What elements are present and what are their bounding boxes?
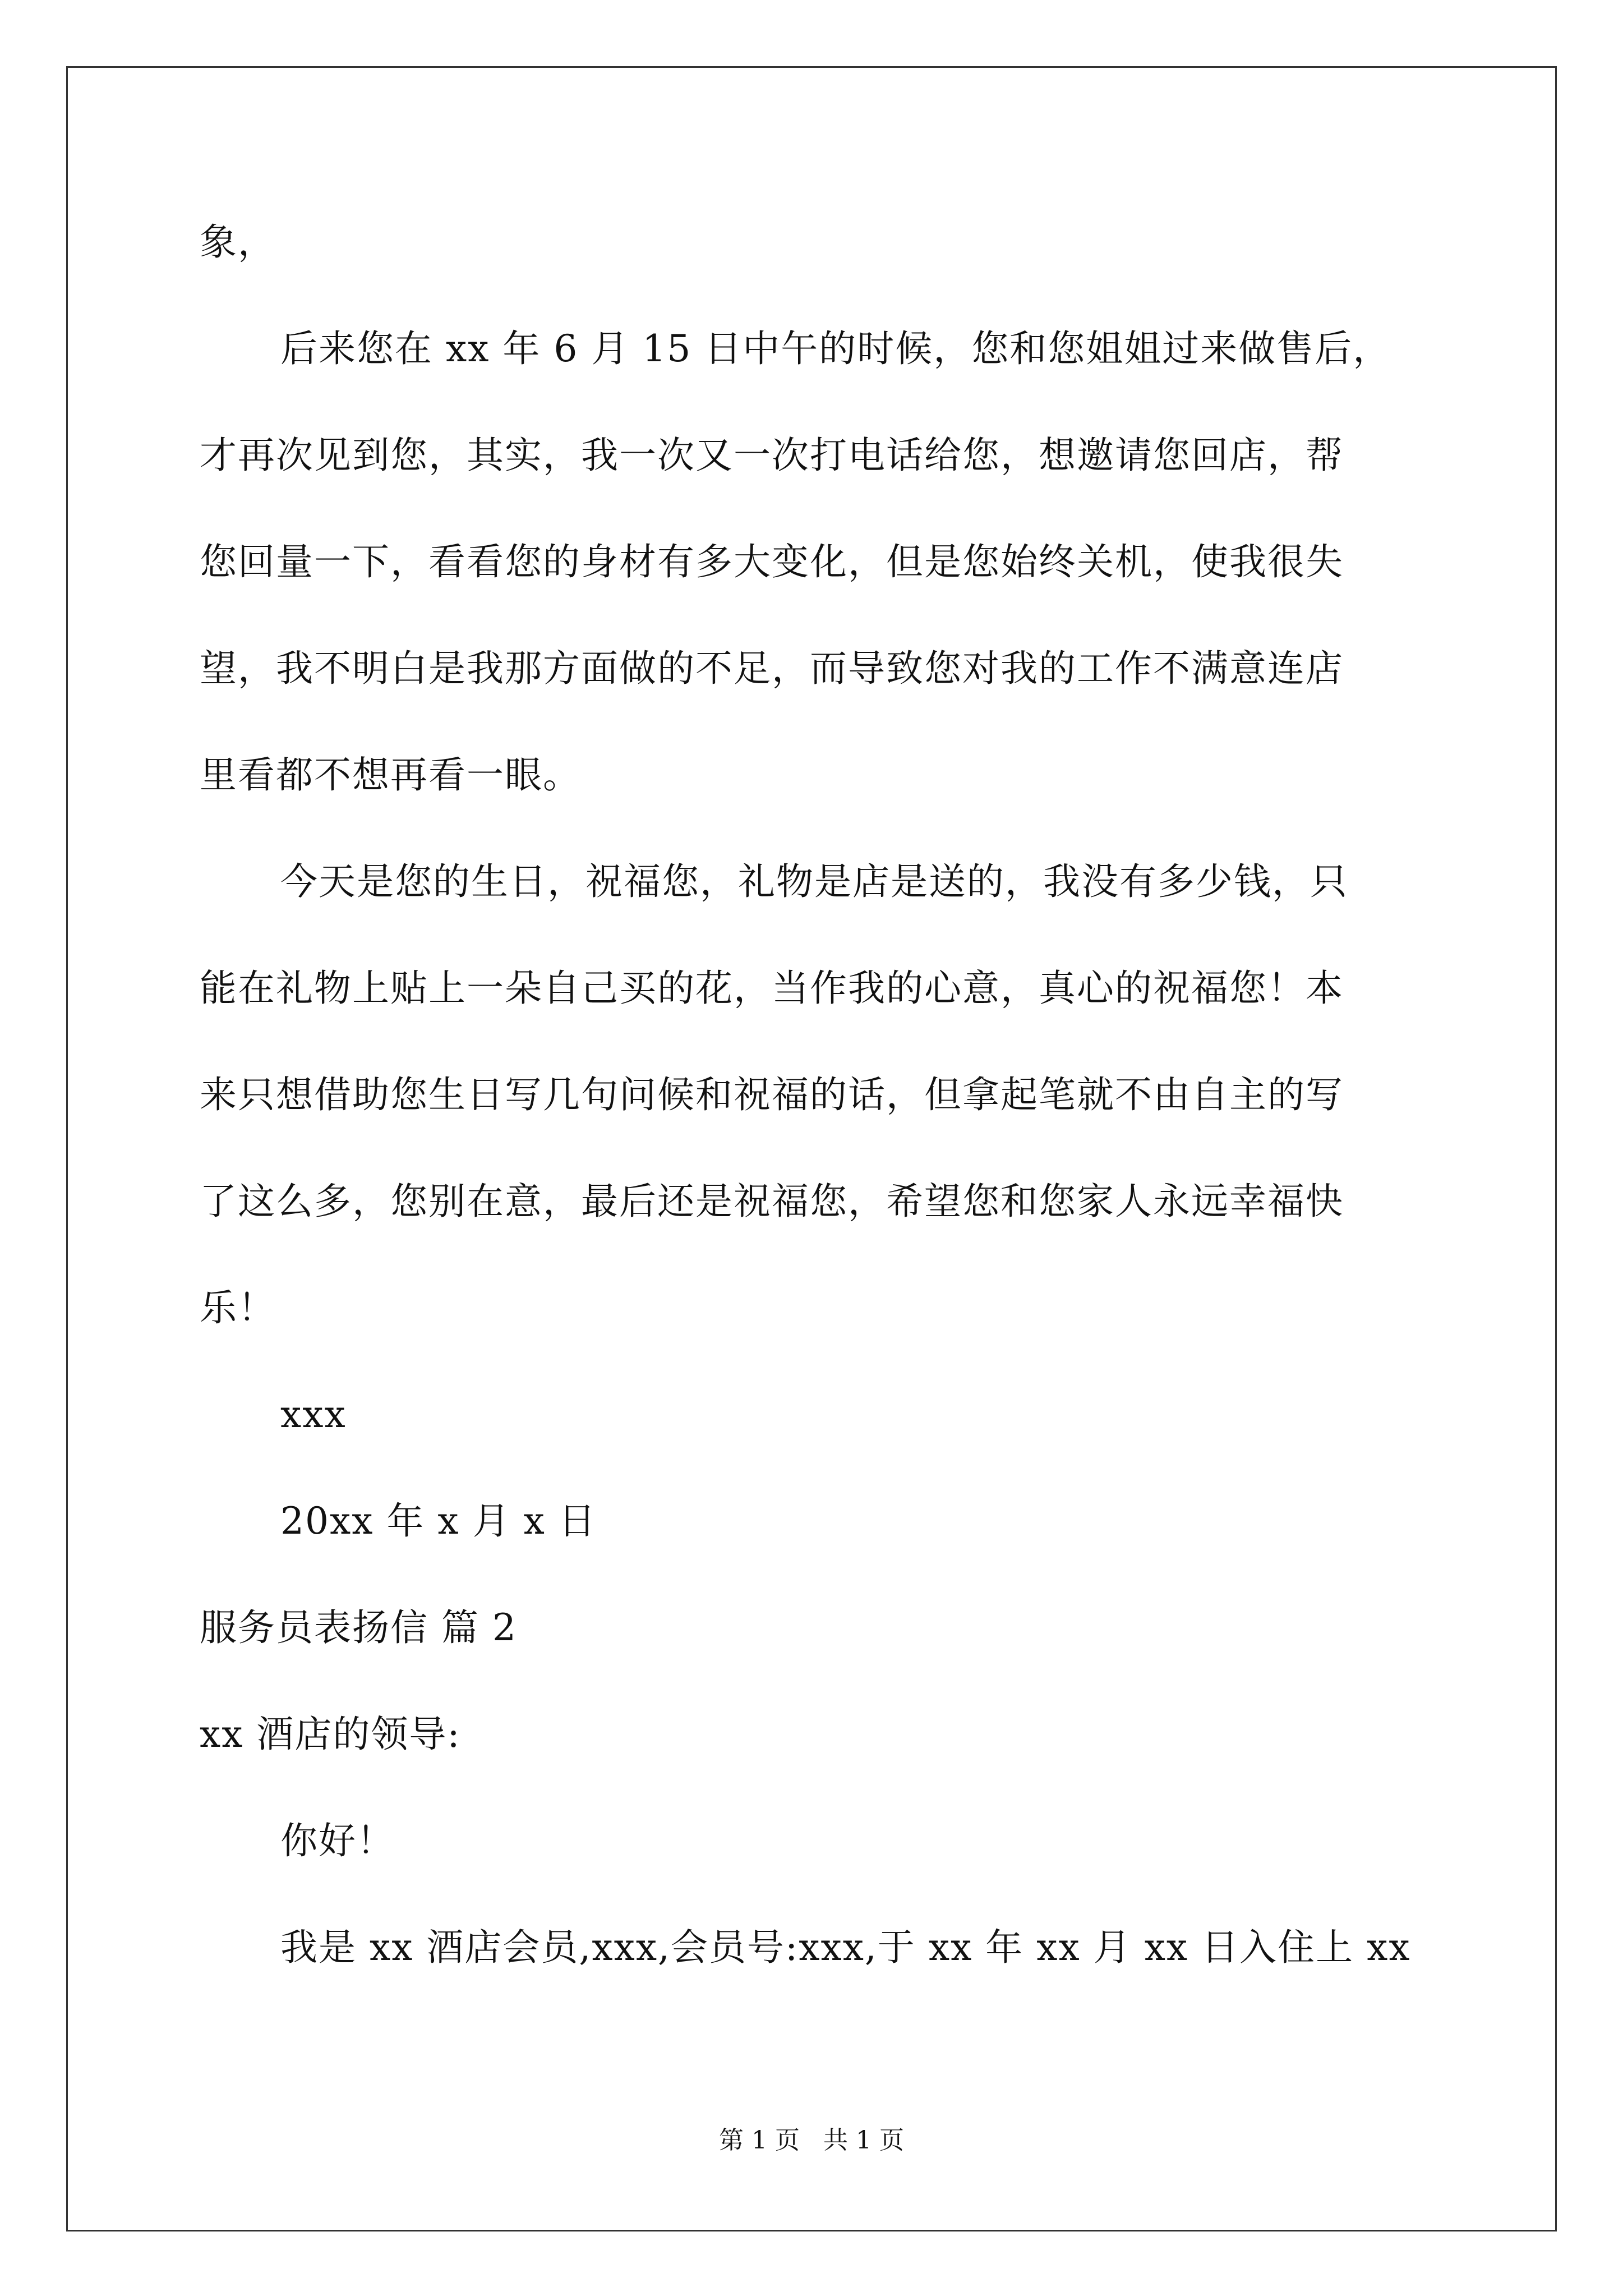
text-line: 乐！ bbox=[200, 1286, 276, 1329]
greeting: 你好！ bbox=[280, 1819, 395, 1862]
text-line: 能在礼物上贴上一朵自己买的花，当作我的心意，真心的祝福您！本 bbox=[200, 967, 1344, 1010]
text-line: 了这么多，您别在意，最后还是祝福您，希望您和您家人永远幸福快 bbox=[200, 1180, 1344, 1223]
text-line: 后来您在 xx 年 6 月 15 日中午的时候，您和您姐姐过来做售后， bbox=[280, 327, 1391, 370]
text-line: 来只想借助您生日写几句问候和祝福的话，但拿起笔就不由自主的写 bbox=[200, 1073, 1344, 1116]
text-line: 今天是您的生日，祝福您，礼物是店是送的，我没有多少钱，只 bbox=[280, 860, 1348, 903]
salutation: xx 酒店的领导: bbox=[200, 1713, 461, 1756]
text-line: 才再次见到您，其实，我一次又一次打电话给您，想邀请您回店，帮 bbox=[200, 434, 1344, 477]
page-border bbox=[66, 66, 1557, 2231]
text-line: 里看都不想再看一眼。 bbox=[200, 753, 581, 797]
text-line: 我是 xx 酒店会员,xxx,会员号:xxx,于 xx 年 xx 月 xx 日入住上 xx bbox=[280, 1926, 1411, 1969]
text-line: 您回量一下，看看您的身材有多大变化，但是您始终关机，使我很失 bbox=[200, 540, 1344, 583]
section-heading: 服务员表扬信 篇 2 bbox=[200, 1606, 517, 1649]
page-footer: 第 1 页 共 1 页 bbox=[719, 2126, 904, 2155]
text-line: 象， bbox=[200, 220, 276, 264]
signature-name: xxx bbox=[280, 1393, 347, 1436]
text-line: 望，我不明白是我那方面做的不足，而导致您对我的工作不满意连店 bbox=[200, 647, 1344, 690]
signature-date: 20xx 年 x 月 x 日 bbox=[280, 1499, 597, 1543]
